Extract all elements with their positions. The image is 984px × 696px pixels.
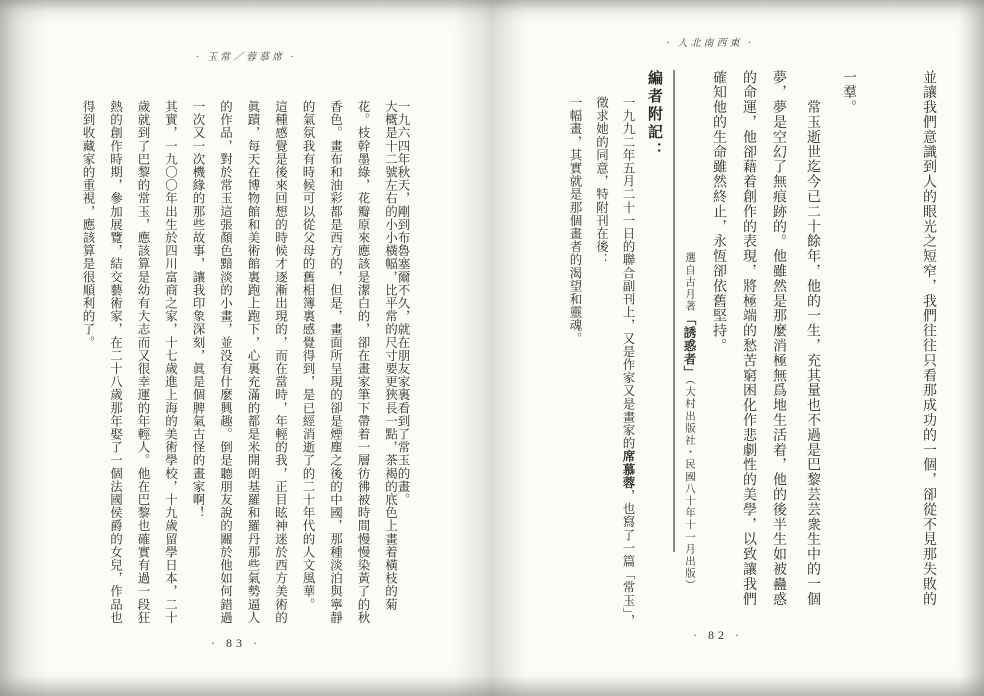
text-column: 歲就到了巴黎的常玉，應該算是幼有大志而又很幸運的年輕人。他在巴黎也確實有過一段狂 — [136, 100, 150, 624]
page-number-83: · 83 · — [211, 636, 261, 650]
source-citation — [683, 70, 696, 650]
text-column: 花。枝幹墨綠，花瓣原來應該是潔白的，卻在畫家筆下帶着一層彷彿被時間慢慢染黃了的秋 — [356, 100, 370, 624]
text-column: 香色。畫布和油彩都是西方的，但是，畫面所呈現的卻是煙塵之後的中國，那種淡泊與寧靜 — [328, 100, 343, 624]
text-column: 的氣氛我有時候可以從父母的舊相簿裏感覺得到，是已經消逝了的二十年代的人文風華。 — [301, 100, 315, 611]
citation-book-title: 「誘惑者」 — [682, 312, 696, 379]
text-column: 大概是十二號左右的小小橫幅，比平常的尺寸要更狹長一點，茶褐的底色上畫着橫枝的菊 — [383, 100, 398, 611]
text-column: 一九六四年秋天，剛到布魯塞爾不久，就在朋友家裏看到了常玉的畫。 — [396, 100, 410, 507]
citation-prefix: 選自古月著 — [684, 252, 695, 313]
text-column: 並讓我們意識到人的眼光之短窄，我們往往只看那成功的一個，卻從不見那失敗的 — [921, 70, 936, 607]
editor-note-column: 徵求她的同意，特附刊在後： — [594, 96, 609, 267]
note-text: 一九九二年五月二十一日的聯合副刊上，又是作家又是畫家的 — [621, 96, 635, 450]
page-83-textblock — [67, 100, 410, 648]
text-column: 一羣。 — [841, 70, 856, 115]
text-column: 確知他的生命雖然終止，永恆卻依舊堅持。 — [711, 70, 726, 354]
text-column: 熱的創作時期，參加展覽，結交藝術家，在二十八歲那年娶了一個法國侯爵的女兒，作品也 — [108, 100, 123, 624]
running-head-left: · 玉常／蓉慕席 · — [196, 52, 296, 63]
editor-note-heading: 編者附記： — [646, 70, 662, 160]
editor-note-quote: 一幅畫，其實就是那個畫者的渴望和靈魂。 — [568, 96, 582, 345]
running-head-right: · 人北南西東 · — [666, 38, 754, 49]
note-text: ，也寫了一篇「常玉」， — [621, 489, 635, 627]
section-divider-line — [673, 70, 675, 552]
text-column: 其實，一九〇〇年出生於四川富商之家，十七歲進上海的美術學校，十九歲留學日本，二十 — [163, 100, 178, 624]
text-column: 的作品，對於常玉這張顏色黯淡的小畫，並没有什麼興趣。倒是聽朋友說的關於他如何錯過 — [218, 100, 233, 624]
text-column: 夢，夢是空幻了無痕跡的。他雖然是那麼消極無爲地生活着，他的後半生如被蠱惑 — [771, 70, 786, 607]
page-82 — [492, 0, 984, 696]
text-column: 這種感覺是後來回想的時候才逐漸出現的，而在當時，年輕的我，正目眩神迷於西方美術的 — [273, 100, 288, 624]
text-column: 得到收藏家的重視，應該算是很順利的了。 — [81, 100, 95, 349]
author-name-emphasis: 席慕蓉 — [621, 449, 635, 490]
text-column: 常玉逝世迄今已二十餘年，他的一生，充其量也不過是巴黎芸芸衆生中的一個 — [805, 70, 820, 607]
page-82-textblock — [531, 70, 936, 650]
text-column: 的命運，他卻藉着創作的表現，將極端的愁苦窮困化作悲劇性的美學，以致讓我們 — [741, 70, 756, 607]
text-column: 眞蹟，每天在博物館和美術館裏跑上跑下，心裏充滿的都是米開朗基羅和羅丹那些氣勢逼人 — [246, 100, 260, 624]
citation-publisher: （大村出版社・民國八十年十一月出版） — [684, 379, 695, 592]
page-number-82: · 82 · — [693, 628, 743, 642]
editor-note-column — [622, 70, 635, 650]
text-column: 一次又一次機緣的那些故事，讓我印象深刻，眞是個脾氣古怪的畫家啊！ — [191, 100, 205, 520]
